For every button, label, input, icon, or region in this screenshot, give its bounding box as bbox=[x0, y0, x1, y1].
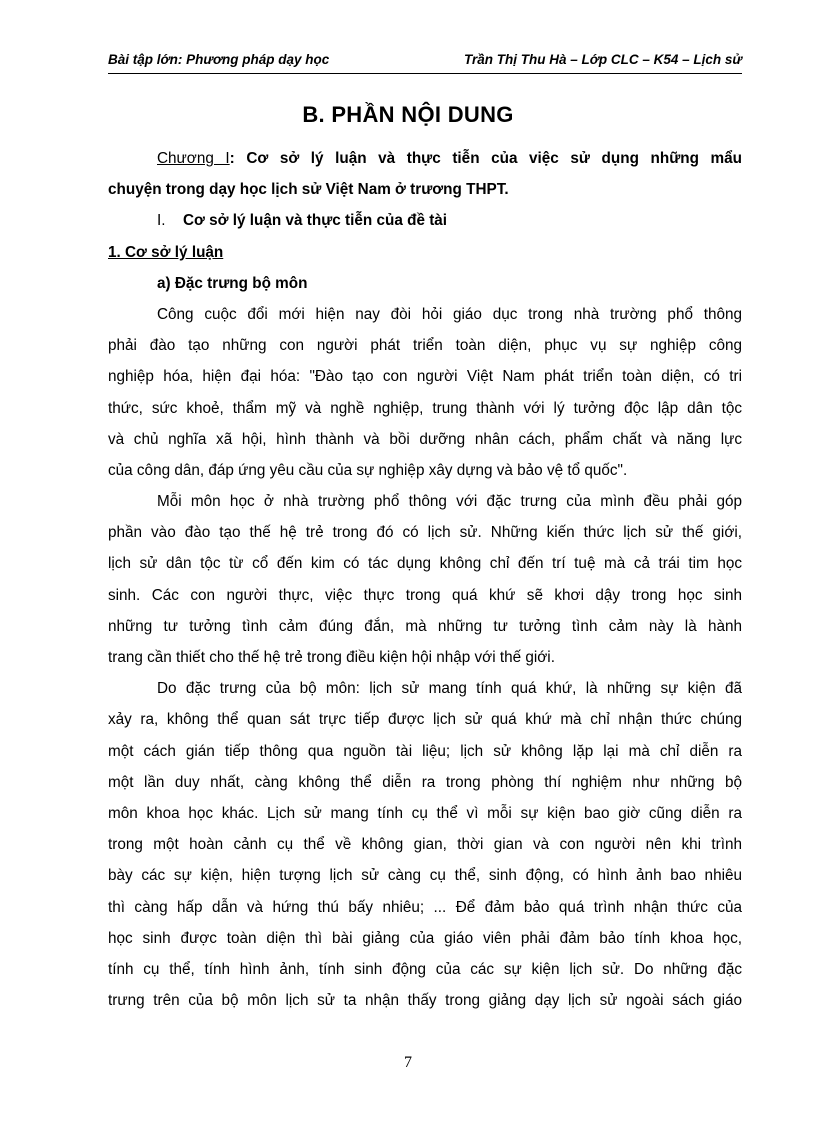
paragraph-line: môn khoa học khác. Lịch sử mang tính cụ thể vì mỗi sự kiện bao giờ cũng diễn ra bbox=[108, 804, 742, 822]
paragraph-line: phải đào tạo những con người phát triển toàn diện, phục vụ sự nghiệp công bbox=[108, 337, 742, 355]
paragraph-line: Do đặc trưng của bộ môn: lịch sử mang tính quá khứ, là những sự kiện đã bbox=[157, 680, 742, 698]
page-number: 7 bbox=[404, 1054, 412, 1071]
paragraph-line: những tư tưởng tình cảm đúng đắn, mà những tư tưởng tình cảm này là hành bbox=[108, 617, 742, 635]
chapter-heading-line-2: chuyện trong dạy học lịch sử Việt Nam ở trương THPT. bbox=[108, 181, 509, 199]
paragraph-line: thức, sức khoẻ, thẩm mỹ và nghề nghiệp, trung thành với lý tưởng độc lập dân tộc bbox=[108, 399, 742, 417]
paragraph-line: trong một hoàn cảnh cụ thể về không gian, thời gian và con người nên khi trình bbox=[108, 836, 742, 854]
header-divider bbox=[108, 73, 742, 74]
section-heading bbox=[108, 205, 742, 236]
chapter-title-part-1: : Cơ sở lý luận và thực tiễn của việc sử dụng những mẩu bbox=[229, 150, 742, 167]
paragraph-2 bbox=[108, 486, 742, 673]
paragraph-line: tính cụ thể, tính hình ảnh, tính sinh động của các sự kiện lịch sử. Do những đặc bbox=[108, 960, 742, 978]
running-header bbox=[108, 52, 742, 67]
chapter-label: Chương I bbox=[157, 150, 230, 167]
document-body bbox=[108, 143, 742, 1016]
paragraph-line: xảy ra, không thể quan sát trực tiếp được lịch sử quá khứ mà chỉ nhận thức chúng bbox=[108, 711, 742, 729]
chapter-heading-line-1 bbox=[108, 143, 742, 174]
subsubsection-heading: a) Đặc trưng bộ môn bbox=[157, 274, 308, 292]
paragraph-line: lịch sử dân tộc từ cổ đến kim có tác dụng không chỉ đến trí tuệ mà cả trái tim học bbox=[108, 555, 742, 573]
paragraph-line: trang cần thiết cho thế hệ trẻ trong điều kiện hội nhập với thế giới. bbox=[108, 649, 555, 666]
paragraph-line: Công cuộc đổi mới hiện nay đòi hỏi giáo dục trong nhà trường phổ thông bbox=[157, 305, 742, 323]
header-course-title: Bài tập lớn: Phương pháp dạy học bbox=[108, 52, 330, 67]
paragraph-line: phần vào đào tạo thế hệ trẻ trong đó có lịch sử. Những kiến thức lịch sử thế giới, bbox=[108, 524, 742, 542]
paragraph-line: học sinh được toàn diện thì bài giảng của giáo viên phải đảm bảo tính khoa học, bbox=[108, 929, 742, 947]
paragraph-line: nghiệp hóa, hiện đại hóa: "Đào tạo con người Việt Nam phát triển toàn diện, có tri bbox=[108, 368, 742, 386]
paragraph-line: trưng trên của bộ môn lịch sử ta nhận thấy trong giảng dạy lịch sử ngoài sách giáo bbox=[108, 992, 742, 1010]
section-numeral: I. bbox=[157, 212, 166, 230]
paragraph-line: của công dân, đáp ứng yêu cầu của sự nghiệp xây dựng và bảo vệ tổ quốc". bbox=[108, 461, 628, 479]
paragraph-line: và chủ nghĩa xã hội, hình thành và bồi dưỡng nhân cách, phẩm chất và năng lực bbox=[108, 430, 742, 448]
paragraph-line: sinh. Các con người thực, việc thực trong quá khứ sẽ khơi dậy trong học sinh bbox=[108, 586, 742, 604]
paragraph-line: một cách gián tiếp thông qua nguồn tài liệu; lịch sử không lặp lại mà chỉ diễn ra bbox=[108, 742, 742, 760]
page-title: B. PHẦN NỘI DUNG bbox=[302, 102, 514, 127]
section-title: Cơ sở lý luận và thực tiễn của đề tài bbox=[183, 212, 448, 230]
subsection-title: 1. Cơ sở lý luận bbox=[108, 243, 224, 261]
paragraph-line: Mỗi môn học ở nhà trường phổ thông với đặc trưng của mình đều phải góp bbox=[157, 493, 742, 511]
paragraph-line: bày các sự kiện, hiện tượng lịch sử càng cụ thể, sinh động, có hình ảnh bao nhiêu bbox=[108, 867, 742, 885]
paragraph-3 bbox=[108, 673, 742, 1016]
paragraph-line: một lần duy nhất, càng không thể diễn ra trong phòng thí nghiệm như những bộ bbox=[108, 773, 742, 791]
subsection-heading bbox=[108, 237, 742, 268]
paragraph-line: thì càng hấp dẫn và hứng thú bấy nhiêu; ... Để đảm bảo quá trình nhận thức của bbox=[108, 898, 742, 916]
header-author-info: Trần Thị Thu Hà – Lớp CLC – K54 – Lịch sử bbox=[464, 52, 742, 67]
paragraph-1 bbox=[108, 299, 742, 486]
